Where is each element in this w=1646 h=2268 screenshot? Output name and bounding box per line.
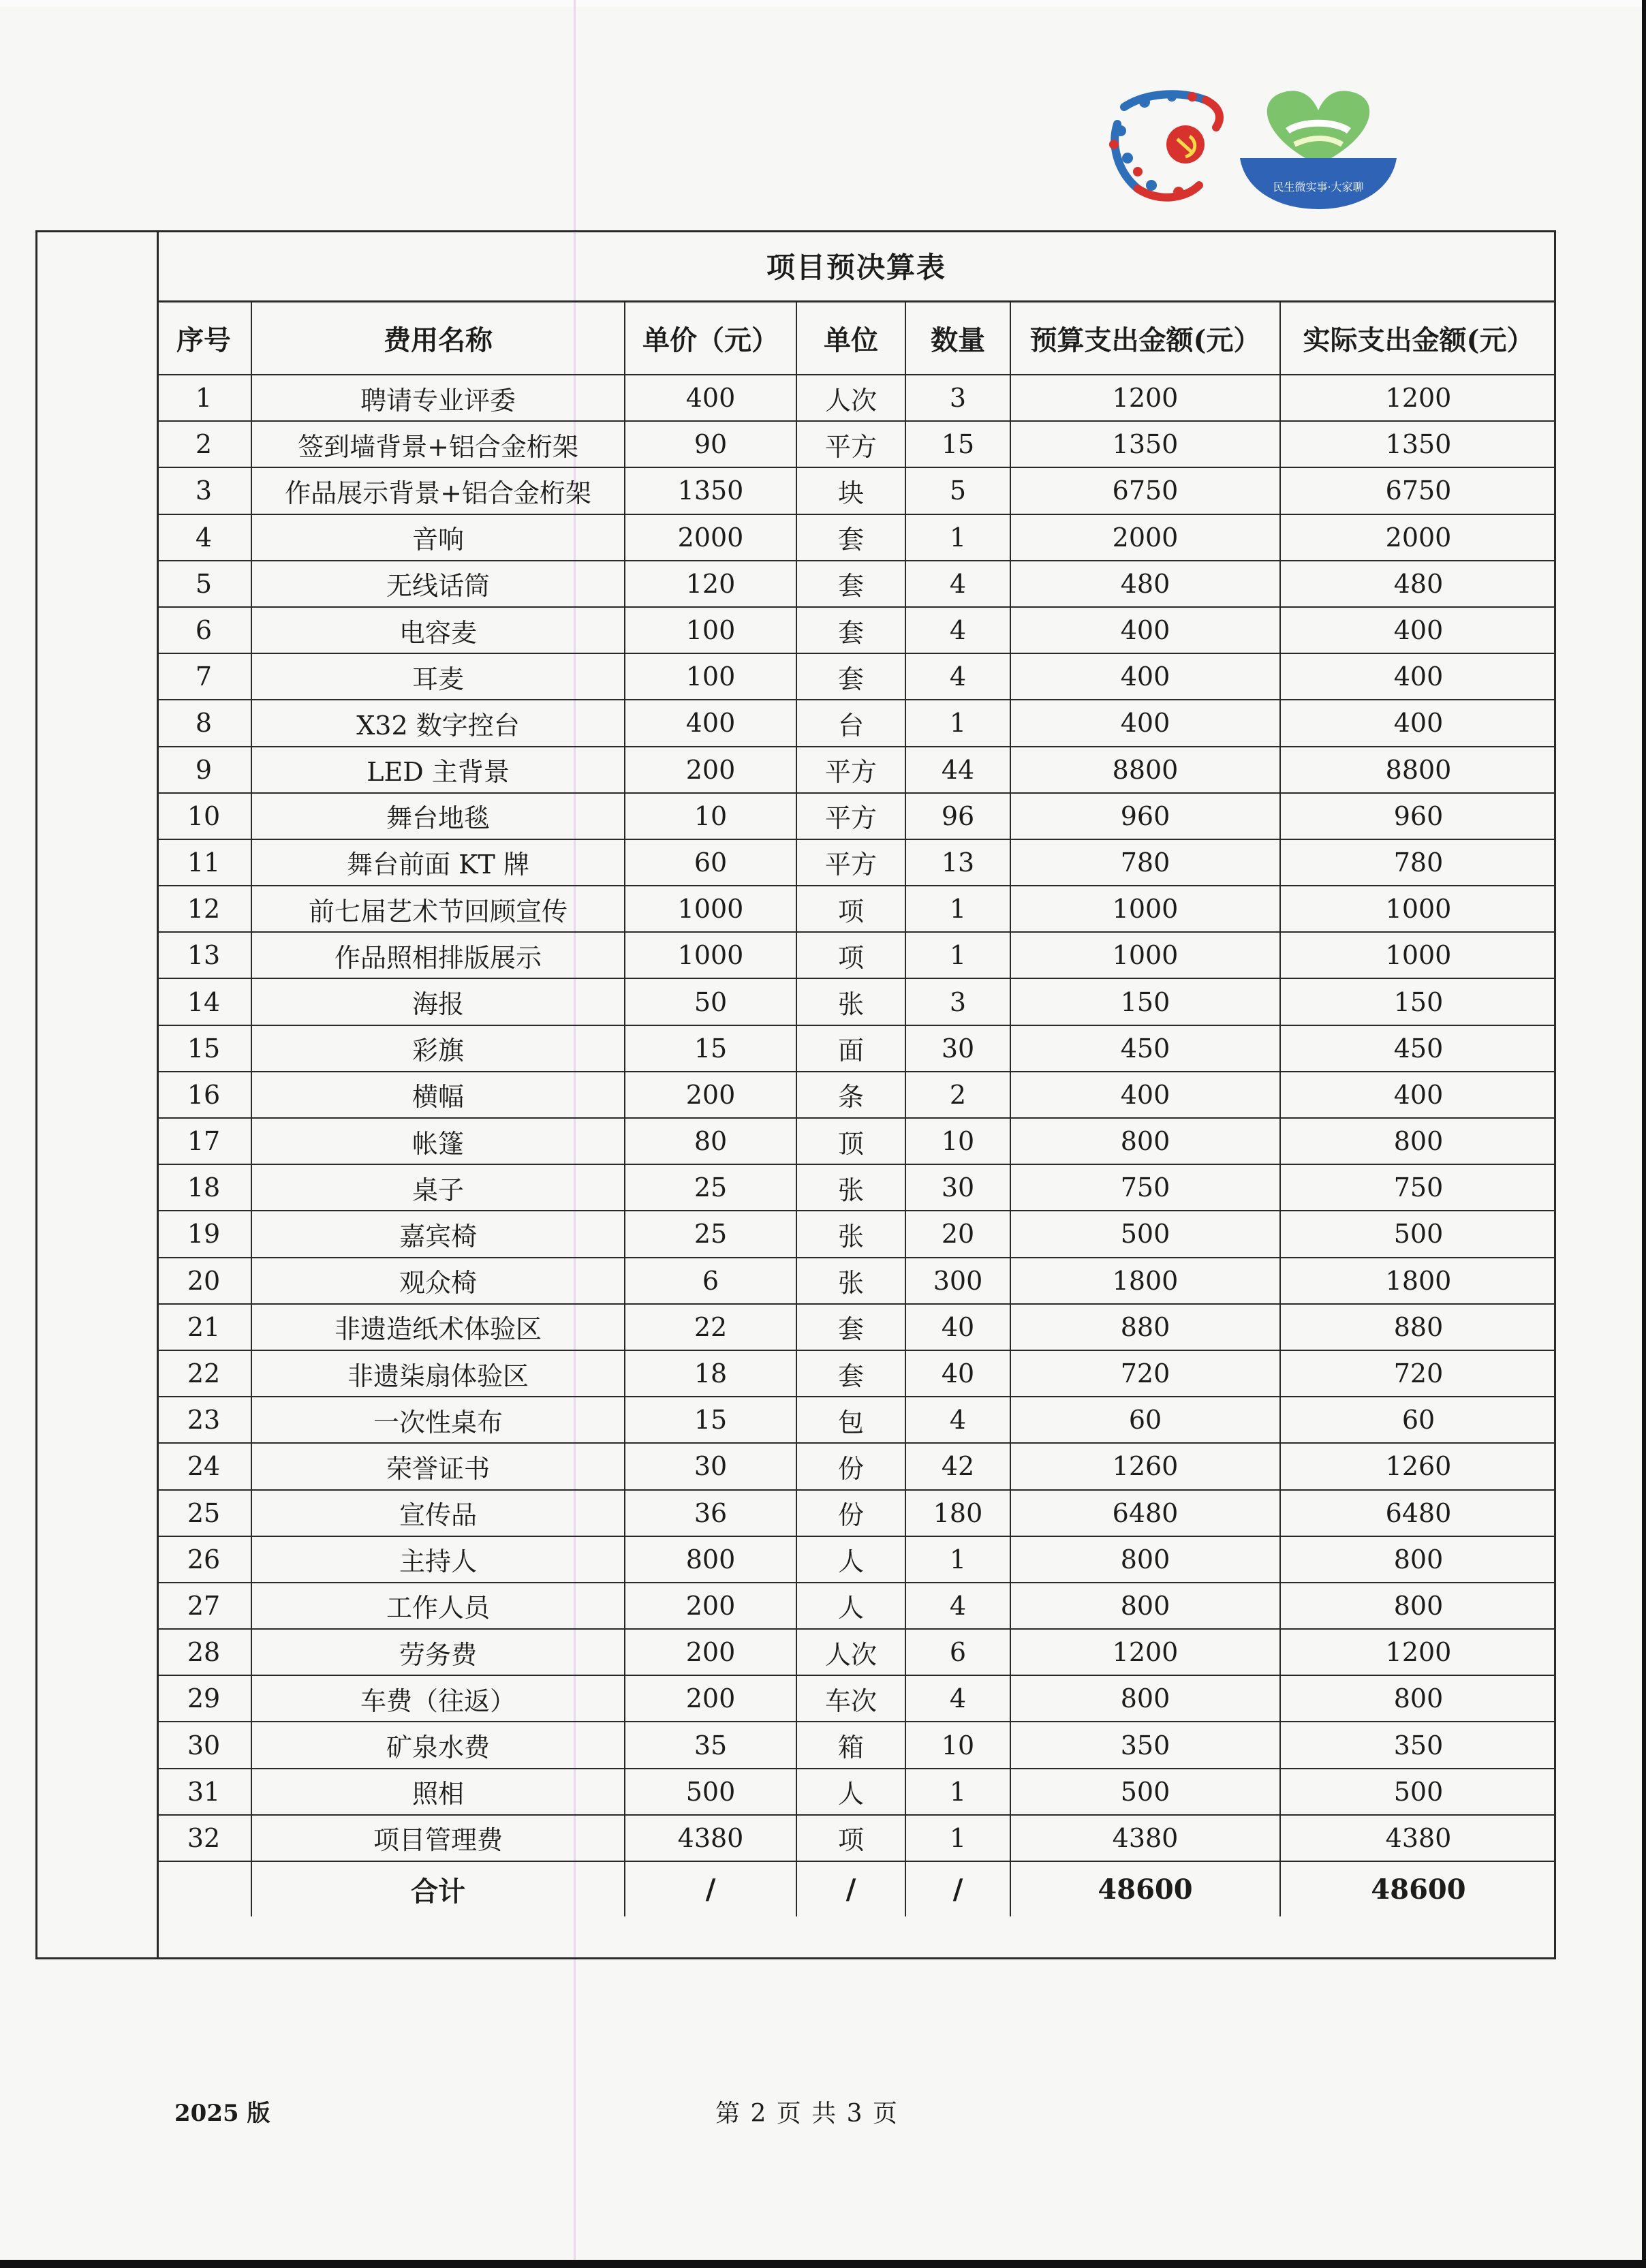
cell-unit: 平方 xyxy=(796,793,905,839)
cell-budget: 1000 xyxy=(1010,886,1280,932)
table-row xyxy=(157,1769,1556,1815)
cell-unit: 套 xyxy=(796,561,905,607)
cell-quantity: 44 xyxy=(905,747,1010,793)
table-row xyxy=(157,653,1556,700)
cell-quantity: 40 xyxy=(905,1350,1010,1397)
cell-budget: 60 xyxy=(1010,1397,1280,1443)
cell-unit: 人 xyxy=(796,1536,905,1583)
cell-actual: 350 xyxy=(1280,1722,1556,1768)
cell-quantity: 1 xyxy=(905,1815,1010,1861)
cell-budget: 1200 xyxy=(1010,1629,1280,1675)
cell-budget: 400 xyxy=(1010,653,1280,700)
table-row xyxy=(157,1722,1556,1768)
table-row xyxy=(157,700,1556,746)
table-row xyxy=(157,1629,1556,1675)
cell-budget: 4380 xyxy=(1010,1815,1280,1861)
cell-quantity: 4 xyxy=(905,1583,1010,1629)
cell-unit-price: 60 xyxy=(625,839,796,886)
cell-unit-price: 15 xyxy=(625,1397,796,1443)
table-row xyxy=(157,1583,1556,1629)
table-row xyxy=(157,932,1556,978)
cell-unit-price: 500 xyxy=(625,1769,796,1815)
cell-budget: 720 xyxy=(1010,1350,1280,1397)
cell-unit-price: 200 xyxy=(625,747,796,793)
cell-item-name: 舞台地毯 xyxy=(251,793,625,839)
cell-item-name: 耳麦 xyxy=(251,653,625,700)
cell-item-name: 照相 xyxy=(251,1769,625,1815)
cell-item-name: 车费（往返） xyxy=(251,1675,625,1722)
cell-item-name: 项目管理费 xyxy=(251,1815,625,1861)
cell-item-name: 工作人员 xyxy=(251,1583,625,1629)
cell-index: 20 xyxy=(157,1258,251,1304)
cell-quantity: 1 xyxy=(905,932,1010,978)
cell-index: 3 xyxy=(157,467,251,514)
table-row xyxy=(157,514,1556,561)
cell-index: 16 xyxy=(157,1072,251,1118)
cell-item-name: 嘉宾椅 xyxy=(251,1211,625,1257)
cell-item-name: 横幅 xyxy=(251,1072,625,1118)
cell-actual: 400 xyxy=(1280,700,1556,746)
table-row xyxy=(157,1815,1556,1861)
cell-unit-price: 2000 xyxy=(625,514,796,561)
table-row xyxy=(157,1397,1556,1443)
cell-index: 12 xyxy=(157,886,251,932)
cell-budget: 400 xyxy=(1010,607,1280,653)
cell-quantity: 4 xyxy=(905,1397,1010,1443)
cell-index: 32 xyxy=(157,1815,251,1861)
cell-unit: 份 xyxy=(796,1490,905,1536)
cell-quantity: 42 xyxy=(905,1443,1010,1489)
cell-unit: 平方 xyxy=(796,839,905,886)
cell-index: 11 xyxy=(157,839,251,886)
cell-budget: 880 xyxy=(1010,1304,1280,1350)
cell-budget: 400 xyxy=(1010,700,1280,746)
cell-index: 7 xyxy=(157,653,251,700)
cell-actual: 1260 xyxy=(1280,1443,1556,1489)
cell-budget: 6480 xyxy=(1010,1490,1280,1536)
cell-unit: 箱 xyxy=(796,1722,905,1768)
cell-actual: 800 xyxy=(1280,1536,1556,1583)
cell-actual: 500 xyxy=(1280,1211,1556,1257)
cell-unit-price: 25 xyxy=(625,1211,796,1257)
cell-actual: 960 xyxy=(1280,793,1556,839)
footer-version: 2025 版 xyxy=(174,2100,270,2127)
cell-unit: 包 xyxy=(796,1397,905,1443)
table-row xyxy=(157,1443,1556,1489)
table-row xyxy=(157,1072,1556,1118)
cell-unit: 项 xyxy=(796,932,905,978)
cell-unit-price: 30 xyxy=(625,1443,796,1489)
cell-quantity: 4 xyxy=(905,1675,1010,1722)
col-header-budget: 预算支出金额(元） xyxy=(1010,302,1280,375)
col-header-quantity: 数量 xyxy=(905,302,1010,375)
total-quantity: / xyxy=(905,1861,1010,1916)
table-row xyxy=(157,467,1556,514)
cell-actual: 800 xyxy=(1280,1118,1556,1164)
cell-unit: 面 xyxy=(796,1025,905,1072)
cell-item-name: 作品照相排版展示 xyxy=(251,932,625,978)
cell-index: 26 xyxy=(157,1536,251,1583)
cell-actual: 800 xyxy=(1280,1583,1556,1629)
table-row xyxy=(157,1118,1556,1164)
table-header-row xyxy=(157,302,1556,375)
cell-budget: 150 xyxy=(1010,978,1280,1025)
col-header-unit-price: 单价（元） xyxy=(625,302,796,375)
cell-unit: 套 xyxy=(796,653,905,700)
cell-item-name: 宣传品 xyxy=(251,1490,625,1536)
total-label: 合计 xyxy=(251,1861,625,1916)
cell-unit-price: 18 xyxy=(625,1350,796,1397)
cell-budget: 960 xyxy=(1010,793,1280,839)
budget-table xyxy=(157,302,1556,1916)
cell-quantity: 13 xyxy=(905,839,1010,886)
cell-unit-price: 25 xyxy=(625,1164,796,1211)
cell-actual: 60 xyxy=(1280,1397,1556,1443)
col-header-unit: 单位 xyxy=(796,302,905,375)
cell-budget: 400 xyxy=(1010,1072,1280,1118)
col-header-actual: 实际支出金额(元） xyxy=(1280,302,1556,375)
cell-quantity: 10 xyxy=(905,1722,1010,1768)
header-logos xyxy=(1097,76,1403,213)
cell-unit: 块 xyxy=(796,467,905,514)
cell-index: 29 xyxy=(157,1675,251,1722)
cell-unit: 顶 xyxy=(796,1118,905,1164)
cell-item-name: 观众椅 xyxy=(251,1258,625,1304)
cell-index: 25 xyxy=(157,1490,251,1536)
table-row xyxy=(157,421,1556,467)
cell-quantity: 1 xyxy=(905,1536,1010,1583)
table-row xyxy=(157,1304,1556,1350)
cell-actual: 6750 xyxy=(1280,467,1556,514)
cell-quantity: 1 xyxy=(905,886,1010,932)
cell-item-name: 非遗柒扇体验区 xyxy=(251,1350,625,1397)
cell-budget: 1000 xyxy=(1010,932,1280,978)
cell-item-name: 劳务费 xyxy=(251,1629,625,1675)
table-row xyxy=(157,1536,1556,1583)
table-row xyxy=(157,607,1556,653)
cell-unit-price: 1000 xyxy=(625,886,796,932)
cell-budget: 1350 xyxy=(1010,421,1280,467)
cell-unit-price: 120 xyxy=(625,561,796,607)
total-budget: 48600 xyxy=(1010,1861,1280,1916)
cell-budget: 450 xyxy=(1010,1025,1280,1072)
cell-quantity: 1 xyxy=(905,514,1010,561)
cell-unit: 项 xyxy=(796,886,905,932)
cell-budget: 750 xyxy=(1010,1164,1280,1211)
cell-quantity: 20 xyxy=(905,1211,1010,1257)
cell-actual: 1200 xyxy=(1280,1629,1556,1675)
cell-unit-price: 1000 xyxy=(625,932,796,978)
cell-unit-price: 50 xyxy=(625,978,796,1025)
cell-actual: 1000 xyxy=(1280,932,1556,978)
cell-item-name: 音响 xyxy=(251,514,625,561)
cell-actual: 1200 xyxy=(1280,375,1556,421)
cell-unit: 条 xyxy=(796,1072,905,1118)
cell-budget: 780 xyxy=(1010,839,1280,886)
table-row xyxy=(157,793,1556,839)
cell-unit: 份 xyxy=(796,1443,905,1489)
cell-index: 22 xyxy=(157,1350,251,1397)
table-row xyxy=(157,1675,1556,1722)
cell-quantity: 4 xyxy=(905,607,1010,653)
cell-actual: 780 xyxy=(1280,839,1556,886)
cell-actual: 1350 xyxy=(1280,421,1556,467)
cell-item-name: 海报 xyxy=(251,978,625,1025)
cell-budget: 1800 xyxy=(1010,1258,1280,1304)
cell-index: 1 xyxy=(157,375,251,421)
cell-index: 18 xyxy=(157,1164,251,1211)
cell-quantity: 300 xyxy=(905,1258,1010,1304)
cell-actual: 1800 xyxy=(1280,1258,1556,1304)
scan-edge-bottom xyxy=(0,2260,1646,2268)
cell-quantity: 3 xyxy=(905,978,1010,1025)
cell-item-name: 无线话筒 xyxy=(251,561,625,607)
cell-unit-price: 90 xyxy=(625,421,796,467)
table-row xyxy=(157,839,1556,886)
cell-unit: 套 xyxy=(796,607,905,653)
table-row xyxy=(157,747,1556,793)
cell-quantity: 30 xyxy=(905,1164,1010,1211)
cell-quantity: 30 xyxy=(905,1025,1010,1072)
cell-quantity: 40 xyxy=(905,1304,1010,1350)
cell-unit: 套 xyxy=(796,1350,905,1397)
cell-unit: 套 xyxy=(796,1304,905,1350)
cell-unit: 平方 xyxy=(796,421,905,467)
cell-item-name: 舞台前面 KT 牌 xyxy=(251,839,625,886)
cell-unit: 套 xyxy=(796,514,905,561)
total-index xyxy=(157,1861,251,1916)
cell-budget: 1260 xyxy=(1010,1443,1280,1489)
cell-index: 2 xyxy=(157,421,251,467)
cell-index: 14 xyxy=(157,978,251,1025)
cell-unit-price: 4380 xyxy=(625,1815,796,1861)
cell-unit-price: 1350 xyxy=(625,467,796,514)
scan-edge-top xyxy=(0,0,1646,7)
cell-budget: 350 xyxy=(1010,1722,1280,1768)
cell-quantity: 6 xyxy=(905,1629,1010,1675)
cell-item-name: X32 数字控台 xyxy=(251,700,625,746)
cell-unit: 车次 xyxy=(796,1675,905,1722)
cell-item-name: 非遗造纸术体验区 xyxy=(251,1304,625,1350)
cell-item-name: 作品展示背景+铝合金桁架 xyxy=(251,467,625,514)
cell-index: 17 xyxy=(157,1118,251,1164)
cell-actual: 150 xyxy=(1280,978,1556,1025)
red-ribbon-emblem-icon xyxy=(1097,76,1233,213)
cell-unit-price: 15 xyxy=(625,1025,796,1072)
cell-actual: 400 xyxy=(1280,1072,1556,1118)
heart-bowl-logo-icon xyxy=(1233,83,1403,213)
cell-budget: 500 xyxy=(1010,1211,1280,1257)
table-row xyxy=(157,1258,1556,1304)
cell-actual: 750 xyxy=(1280,1164,1556,1211)
cell-unit: 人次 xyxy=(796,1629,905,1675)
cell-index: 8 xyxy=(157,700,251,746)
cell-index: 27 xyxy=(157,1583,251,1629)
cell-unit: 张 xyxy=(796,1258,905,1304)
total-unit-price: / xyxy=(625,1861,796,1916)
table-row xyxy=(157,978,1556,1025)
cell-budget: 800 xyxy=(1010,1675,1280,1722)
table-row xyxy=(157,375,1556,421)
budget-sheet xyxy=(157,230,1556,1916)
cell-quantity: 15 xyxy=(905,421,1010,467)
cell-index: 13 xyxy=(157,932,251,978)
cell-index: 28 xyxy=(157,1629,251,1675)
cell-quantity: 96 xyxy=(905,793,1010,839)
table-row xyxy=(157,1025,1556,1072)
total-actual: 48600 xyxy=(1280,1861,1556,1916)
cell-actual: 450 xyxy=(1280,1025,1556,1072)
total-row xyxy=(157,1861,1556,1916)
cell-actual: 2000 xyxy=(1280,514,1556,561)
cell-budget: 2000 xyxy=(1010,514,1280,561)
table-row xyxy=(157,886,1556,932)
total-unit: / xyxy=(796,1861,905,1916)
cell-item-name: 彩旗 xyxy=(251,1025,625,1072)
cell-item-name: 矿泉水费 xyxy=(251,1722,625,1768)
cell-unit-price: 200 xyxy=(625,1629,796,1675)
cell-unit-price: 80 xyxy=(625,1118,796,1164)
scan-edge-right xyxy=(1642,0,1646,2268)
cell-index: 15 xyxy=(157,1025,251,1072)
cell-unit: 张 xyxy=(796,1164,905,1211)
cell-index: 4 xyxy=(157,514,251,561)
cell-actual: 400 xyxy=(1280,607,1556,653)
cell-budget: 8800 xyxy=(1010,747,1280,793)
cell-index: 19 xyxy=(157,1211,251,1257)
cell-item-name: LED 主背景 xyxy=(251,747,625,793)
cell-unit: 项 xyxy=(796,1815,905,1861)
cell-index: 10 xyxy=(157,793,251,839)
col-header-item: 费用名称 xyxy=(251,302,625,375)
cell-budget: 1200 xyxy=(1010,375,1280,421)
cell-unit-price: 100 xyxy=(625,653,796,700)
cell-budget: 800 xyxy=(1010,1583,1280,1629)
cell-item-name: 聘请专业评委 xyxy=(251,375,625,421)
cell-quantity: 5 xyxy=(905,467,1010,514)
cell-actual: 800 xyxy=(1280,1675,1556,1722)
cell-index: 6 xyxy=(157,607,251,653)
cell-unit-price: 200 xyxy=(625,1583,796,1629)
cell-quantity: 4 xyxy=(905,653,1010,700)
cell-index: 5 xyxy=(157,561,251,607)
footer-page-number: 第 2 页 共 3 页 xyxy=(715,2100,899,2128)
cell-actual: 6480 xyxy=(1280,1490,1556,1536)
cell-budget: 6750 xyxy=(1010,467,1280,514)
cell-unit-price: 22 xyxy=(625,1304,796,1350)
cell-unit-price: 100 xyxy=(625,607,796,653)
cell-quantity: 4 xyxy=(905,561,1010,607)
cell-actual: 720 xyxy=(1280,1350,1556,1397)
cell-quantity: 180 xyxy=(905,1490,1010,1536)
cell-unit: 张 xyxy=(796,1211,905,1257)
cell-actual: 500 xyxy=(1280,1769,1556,1815)
cell-item-name: 主持人 xyxy=(251,1536,625,1583)
cell-quantity: 3 xyxy=(905,375,1010,421)
cell-unit: 台 xyxy=(796,700,905,746)
cell-unit: 平方 xyxy=(796,747,905,793)
cell-unit: 人次 xyxy=(796,375,905,421)
table-title: 项目预决算表 xyxy=(157,230,1556,302)
cell-item-name: 电容麦 xyxy=(251,607,625,653)
cell-quantity: 1 xyxy=(905,1769,1010,1815)
cell-actual: 400 xyxy=(1280,653,1556,700)
cell-budget: 500 xyxy=(1010,1769,1280,1815)
cell-actual: 1000 xyxy=(1280,886,1556,932)
cell-actual: 880 xyxy=(1280,1304,1556,1350)
cell-budget: 800 xyxy=(1010,1536,1280,1583)
cell-unit-price: 35 xyxy=(625,1722,796,1768)
cell-quantity: 10 xyxy=(905,1118,1010,1164)
cell-item-name: 一次性桌布 xyxy=(251,1397,625,1443)
cell-index: 30 xyxy=(157,1722,251,1768)
cell-unit-price: 400 xyxy=(625,700,796,746)
cell-unit-price: 200 xyxy=(625,1675,796,1722)
cell-item-name: 签到墙背景+铝合金桁架 xyxy=(251,421,625,467)
cell-quantity: 2 xyxy=(905,1072,1010,1118)
cell-unit-price: 400 xyxy=(625,375,796,421)
cell-unit: 张 xyxy=(796,978,905,1025)
cell-budget: 800 xyxy=(1010,1118,1280,1164)
cell-unit: 人 xyxy=(796,1769,905,1815)
cell-index: 23 xyxy=(157,1397,251,1443)
cell-unit-price: 36 xyxy=(625,1490,796,1536)
table-row xyxy=(157,1490,1556,1536)
cell-index: 21 xyxy=(157,1304,251,1350)
cell-unit-price: 200 xyxy=(625,1072,796,1118)
cell-actual: 480 xyxy=(1280,561,1556,607)
cell-item-name: 桌子 xyxy=(251,1164,625,1211)
cell-index: 24 xyxy=(157,1443,251,1489)
cell-unit: 人 xyxy=(796,1583,905,1629)
cell-item-name: 荣誉证书 xyxy=(251,1443,625,1489)
cell-index: 9 xyxy=(157,747,251,793)
table-row xyxy=(157,1350,1556,1397)
cell-quantity: 1 xyxy=(905,700,1010,746)
cell-unit-price: 6 xyxy=(625,1258,796,1304)
cell-actual: 8800 xyxy=(1280,747,1556,793)
cell-unit-price: 10 xyxy=(625,793,796,839)
table-row xyxy=(157,561,1556,607)
table-row xyxy=(157,1211,1556,1257)
cell-item-name: 前七届艺术节回顾宣传 xyxy=(251,886,625,932)
col-header-index: 序号 xyxy=(157,302,251,375)
cell-budget: 480 xyxy=(1010,561,1280,607)
cell-item-name: 帐篷 xyxy=(251,1118,625,1164)
cell-index: 31 xyxy=(157,1769,251,1815)
bowl-logo-text: 民生微实事·大家聊 xyxy=(1273,181,1364,193)
cell-actual: 4380 xyxy=(1280,1815,1556,1861)
cell-unit-price: 800 xyxy=(625,1536,796,1583)
table-row xyxy=(157,1164,1556,1211)
